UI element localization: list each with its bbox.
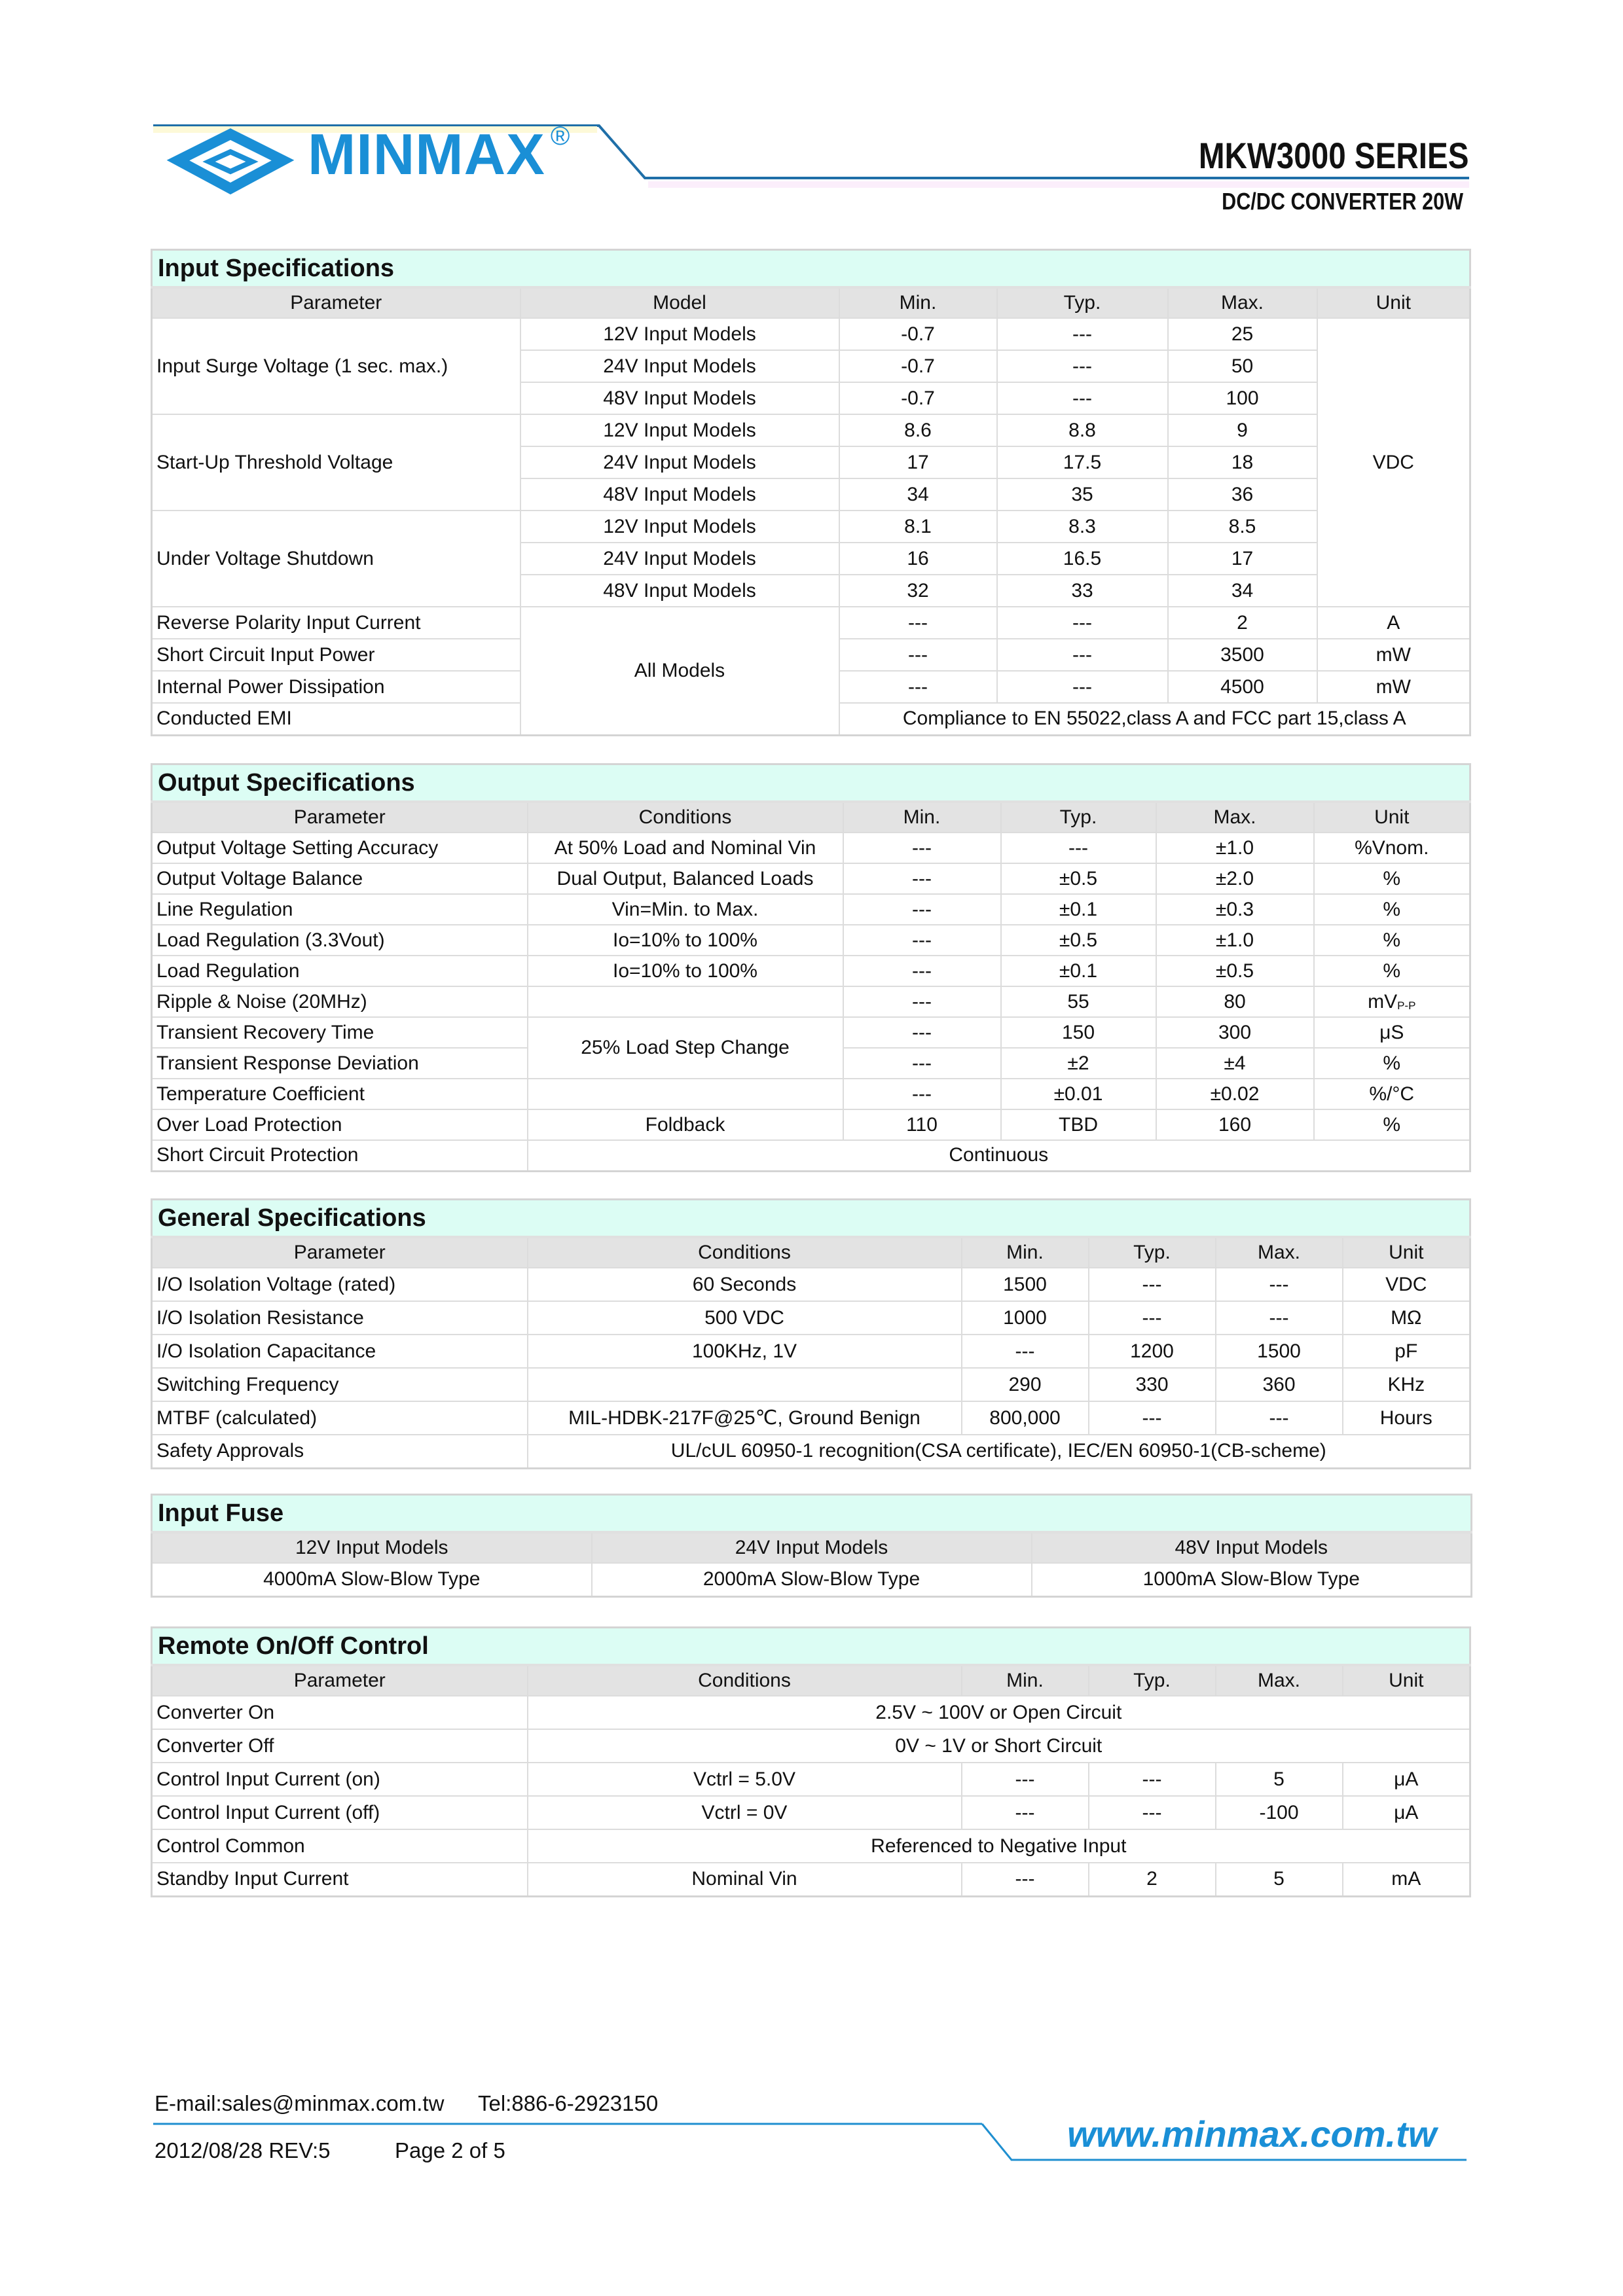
table-cell: 100: [1168, 382, 1317, 414]
table-cell: ---: [843, 1017, 1001, 1048]
table-cell: 17: [839, 446, 997, 478]
column-header: Parameter: [152, 1237, 528, 1268]
table-cell: Short Circuit Input Power: [152, 639, 520, 671]
table-row: [152, 1368, 1470, 1401]
table-cell: Foldback: [528, 1109, 843, 1140]
column-header: 12V Input Models: [152, 1532, 592, 1563]
table-cell: ---: [962, 1335, 1089, 1368]
table-cell: ±0.02: [1156, 1079, 1314, 1109]
column-header-row: [152, 1665, 1470, 1696]
table-cell: 150: [1001, 1017, 1156, 1048]
column-header: Max.: [1156, 802, 1314, 833]
table-cell: Standby Input Current: [152, 1863, 528, 1896]
column-header: Typ.: [1001, 802, 1156, 833]
table-cell: %Vnom.: [1314, 833, 1470, 863]
table-cell: %: [1314, 925, 1470, 956]
table-cell: Output Voltage Balance: [152, 863, 528, 894]
table-cell: 110: [843, 1109, 1001, 1140]
table-cell: 32: [839, 575, 997, 607]
table-cell: Internal Power Dissipation: [152, 671, 520, 703]
column-header: Max.: [1216, 1665, 1343, 1696]
table-cell: Transient Response Deviation: [152, 1048, 528, 1079]
input-specifications-table: [151, 249, 1471, 736]
column-header: Typ.: [1089, 1665, 1216, 1696]
table-cell: 48V Input Models: [520, 478, 839, 511]
table-row: [152, 956, 1470, 986]
table-cell: All Models: [520, 607, 839, 735]
table-cell: I/O Isolation Resistance: [152, 1301, 528, 1335]
table-cell: ±0.1: [1001, 894, 1156, 925]
table-cell: 34: [1168, 575, 1317, 607]
table-cell: 1000mA Slow-Blow Type: [1032, 1563, 1472, 1596]
table-cell: ±0.3: [1156, 894, 1314, 925]
column-header-row: [152, 802, 1470, 833]
table-row: [152, 833, 1470, 863]
table-cell: mW: [1317, 671, 1470, 703]
table-row: [152, 1140, 1470, 1171]
table-cell: ---: [1216, 1301, 1343, 1335]
table-cell: ---: [843, 863, 1001, 894]
table-cell: I/O Isolation Capacitance: [152, 1335, 528, 1368]
table-cell: Control Input Current (on): [152, 1763, 528, 1796]
table-cell: ±0.5: [1156, 956, 1314, 986]
table-cell: ---: [1216, 1401, 1343, 1435]
table-cell: ---: [1089, 1401, 1216, 1435]
column-header: 24V Input Models: [592, 1532, 1032, 1563]
table-row: [152, 1301, 1470, 1335]
column-header-row: [152, 287, 1470, 318]
table-cell: μA: [1343, 1763, 1470, 1796]
table-cell: ±0.1: [1001, 956, 1156, 986]
table-cell: [528, 986, 843, 1017]
table-row: [152, 1763, 1470, 1796]
table-cell: Temperature Coefficient: [152, 1079, 528, 1109]
table-cell: Control Input Current (off): [152, 1796, 528, 1829]
table-cell: Nominal Vin: [528, 1863, 962, 1896]
table-cell: 8.1: [839, 511, 997, 543]
table-cell: 34: [839, 478, 997, 511]
table-cell: [528, 1079, 843, 1109]
table-cell: 0V ~ 1V or Short Circuit: [528, 1729, 1470, 1763]
table-cell: 3500: [1168, 639, 1317, 671]
table-cell: ---: [843, 986, 1001, 1017]
column-header-row: [152, 1532, 1472, 1563]
general-specifications-section: [151, 1198, 1470, 1469]
table-cell: 9: [1168, 414, 1317, 446]
table-row: [152, 1079, 1470, 1109]
table-cell: At 50% Load and Nominal Vin: [528, 833, 843, 863]
column-header-row: [152, 1237, 1470, 1268]
table-cell: ---: [839, 607, 997, 639]
table-cell: 17: [1168, 543, 1317, 575]
table-cell: ---: [997, 318, 1168, 350]
table-cell: ---: [997, 382, 1168, 414]
table-cell: Vctrl = 5.0V: [528, 1763, 962, 1796]
table-cell: ---: [997, 607, 1168, 639]
table-cell: 500 VDC: [528, 1301, 962, 1335]
table-row: [152, 1696, 1470, 1729]
table-cell: Control Common: [152, 1829, 528, 1863]
section-title: Input Fuse: [152, 1495, 1472, 1533]
table-cell: %: [1314, 1048, 1470, 1079]
table-cell: μA: [1343, 1796, 1470, 1829]
table-cell: ±0.01: [1001, 1079, 1156, 1109]
table-cell: Under Voltage Shutdown: [152, 511, 520, 607]
column-header: Typ.: [997, 287, 1168, 318]
table-cell: ---: [962, 1863, 1089, 1896]
table-cell: 800,000: [962, 1401, 1089, 1435]
table-cell: ---: [962, 1796, 1089, 1829]
table-cell: %: [1314, 1109, 1470, 1140]
table-cell: ±4: [1156, 1048, 1314, 1079]
table-row: [152, 414, 1470, 446]
table-cell: MIL-HDBK-217F@25℃, Ground Benign: [528, 1401, 962, 1435]
footer-email: E-mail:sales@minmax.com.tw: [155, 2091, 445, 2115]
table-cell: ---: [1216, 1268, 1343, 1301]
table-cell: 300: [1156, 1017, 1314, 1048]
table-cell: ---: [997, 639, 1168, 671]
table-cell: VDC: [1317, 318, 1470, 607]
table-cell: Safety Approvals: [152, 1435, 528, 1468]
section-title: Remote On/Off Control: [152, 1628, 1470, 1666]
table-cell: -100: [1216, 1796, 1343, 1829]
product-subtitle: DC/DC CONVERTER 20W: [1222, 188, 1463, 215]
table-cell: 5: [1216, 1863, 1343, 1896]
table-cell: UL/cUL 60950-1 recognition(CSA certificate), IEC/EN 60950-1(CB-scheme): [528, 1435, 1470, 1468]
table-cell: [528, 1368, 962, 1401]
table-row: [152, 511, 1470, 543]
input-fuse-section: [151, 1494, 1470, 1598]
table-cell: ---: [839, 671, 997, 703]
table-cell: 60 Seconds: [528, 1268, 962, 1301]
table-row: [152, 1729, 1470, 1763]
unit-subscript: P-P: [1397, 999, 1416, 1012]
table-cell: -0.7: [839, 382, 997, 414]
footer-date-rev: 2012/08/28 REV:5: [155, 2138, 331, 2162]
table-cell: 17.5: [997, 446, 1168, 478]
table-cell: 8.3: [997, 511, 1168, 543]
table-cell: 18: [1168, 446, 1317, 478]
column-header: Model: [520, 287, 839, 318]
brand-logo-text: MINMAX: [308, 122, 545, 187]
column-header: Typ.: [1089, 1237, 1216, 1268]
table-row: [152, 607, 1470, 639]
table-cell: Continuous: [528, 1140, 1470, 1171]
table-cell: Io=10% to 100%: [528, 925, 843, 956]
table-row: [152, 1435, 1470, 1468]
table-row: [152, 1268, 1470, 1301]
series-title: MKW3000 SERIES: [1198, 135, 1468, 176]
table-cell: TBD: [1001, 1109, 1156, 1140]
column-header: Parameter: [152, 802, 528, 833]
table-cell: ---: [1089, 1268, 1216, 1301]
general-specifications-table: [151, 1198, 1471, 1469]
table-cell: ---: [997, 350, 1168, 382]
table-cell: 12V Input Models: [520, 414, 839, 446]
table-cell: Converter Off: [152, 1729, 528, 1763]
table-cell: 35: [997, 478, 1168, 511]
table-cell: 24V Input Models: [520, 350, 839, 382]
table-row: [152, 1563, 1472, 1596]
table-cell: MTBF (calculated): [152, 1401, 528, 1435]
table-cell: 160: [1156, 1109, 1314, 1140]
table-cell: ±0.5: [1001, 925, 1156, 956]
table-cell: Input Surge Voltage (1 sec. max.): [152, 318, 520, 414]
table-cell: 48V Input Models: [520, 382, 839, 414]
section-title: General Specifications: [152, 1200, 1470, 1238]
table-cell: 8.6: [839, 414, 997, 446]
table-cell: Output Voltage Setting Accuracy: [152, 833, 528, 863]
table-cell: μS: [1314, 1017, 1470, 1048]
table-row: [152, 1863, 1470, 1896]
remote-on-off-control-section: [151, 1626, 1470, 1897]
table-cell: ---: [843, 925, 1001, 956]
table-cell: 4000mA Slow-Blow Type: [152, 1563, 592, 1596]
output-specifications-table: [151, 763, 1471, 1172]
table-cell: 2.5V ~ 100V or Open Circuit: [528, 1696, 1470, 1729]
column-header: Min.: [843, 802, 1001, 833]
table-cell: Load Regulation: [152, 956, 528, 986]
table-cell: 1200: [1089, 1335, 1216, 1368]
column-header: Max.: [1168, 287, 1317, 318]
table-row: [152, 1796, 1470, 1829]
brand-logo: [308, 123, 570, 187]
table-cell: 5: [1216, 1763, 1343, 1796]
column-header: Parameter: [152, 1665, 528, 1696]
column-header: Unit: [1343, 1665, 1470, 1696]
table-cell: mW: [1317, 639, 1470, 671]
table-cell: 8.5: [1168, 511, 1317, 543]
table-cell: Vin=Min. to Max.: [528, 894, 843, 925]
table-cell: 55: [1001, 986, 1156, 1017]
table-cell: KHz: [1343, 1368, 1470, 1401]
output-specifications-section: [151, 763, 1470, 1172]
table-cell: Converter On: [152, 1696, 528, 1729]
table-cell: 12V Input Models: [520, 318, 839, 350]
table-cell: Dual Output, Balanced Loads: [528, 863, 843, 894]
column-header: Unit: [1317, 287, 1470, 318]
table-cell: pF: [1343, 1335, 1470, 1368]
table-cell: 36: [1168, 478, 1317, 511]
table-cell: 8.8: [997, 414, 1168, 446]
table-cell: 50: [1168, 350, 1317, 382]
table-cell: Conducted EMI: [152, 703, 520, 735]
table-cell: ±2: [1001, 1048, 1156, 1079]
table-cell: 2000mA Slow-Blow Type: [592, 1563, 1032, 1596]
table-cell: 16: [839, 543, 997, 575]
table-cell: -0.7: [839, 318, 997, 350]
table-row: [152, 1335, 1470, 1368]
table-cell: 12V Input Models: [520, 511, 839, 543]
table-cell: 16.5: [997, 543, 1168, 575]
table-row: [152, 863, 1470, 894]
table-row: [152, 1017, 1470, 1048]
table-cell: -0.7: [839, 350, 997, 382]
table-cell: 1500: [1216, 1335, 1343, 1368]
table-cell: ±0.5: [1001, 863, 1156, 894]
minmax-logo-diamond-icon: [178, 134, 283, 188]
table-cell: VDC: [1343, 1268, 1470, 1301]
column-header: 48V Input Models: [1032, 1532, 1472, 1563]
table-row: [152, 318, 1470, 350]
table-cell: Start-Up Threshold Voltage: [152, 414, 520, 511]
table-row: [152, 1829, 1470, 1863]
table-cell: Io=10% to 100%: [528, 956, 843, 986]
column-header: Unit: [1314, 802, 1470, 833]
table-cell: 2: [1168, 607, 1317, 639]
column-header: Min.: [962, 1237, 1089, 1268]
input-specifications-section: [151, 249, 1470, 736]
table-cell: Short Circuit Protection: [152, 1140, 528, 1171]
table-cell: Line Regulation: [152, 894, 528, 925]
table-cell: 4500: [1168, 671, 1317, 703]
table-cell: [1314, 986, 1470, 1017]
table-cell: Transient Recovery Time: [152, 1017, 528, 1048]
table-cell: 25% Load Step Change: [528, 1017, 843, 1079]
table-cell: ±1.0: [1156, 925, 1314, 956]
table-cell: 1500: [962, 1268, 1089, 1301]
table-cell: 80: [1156, 986, 1314, 1017]
table-cell: ±2.0: [1156, 863, 1314, 894]
remote-on-off-control-table: [151, 1626, 1471, 1897]
section-title: Input Specifications: [152, 250, 1470, 288]
table-row: [152, 1401, 1470, 1435]
table-cell: I/O Isolation Voltage (rated): [152, 1268, 528, 1301]
table-cell: ---: [843, 1048, 1001, 1079]
table-row: [152, 986, 1470, 1017]
column-header: Max.: [1216, 1237, 1343, 1268]
table-cell: A: [1317, 607, 1470, 639]
table-cell: ---: [1089, 1796, 1216, 1829]
footer-website-link[interactable]: www.minmax.com.tw: [1067, 2113, 1437, 2155]
column-header: Conditions: [528, 1237, 962, 1268]
column-header: Unit: [1343, 1237, 1470, 1268]
unit-text: mV: [1368, 990, 1398, 1013]
input-fuse-table: [151, 1494, 1472, 1598]
table-cell: %: [1314, 863, 1470, 894]
table-cell: ---: [843, 1079, 1001, 1109]
column-header: Conditions: [528, 1665, 962, 1696]
table-row: [152, 894, 1470, 925]
table-cell: ---: [997, 671, 1168, 703]
column-header: Min.: [839, 287, 997, 318]
table-cell: 24V Input Models: [520, 446, 839, 478]
table-cell: Hours: [1343, 1401, 1470, 1435]
table-cell: 24V Input Models: [520, 543, 839, 575]
table-row: [152, 925, 1470, 956]
table-cell: 330: [1089, 1368, 1216, 1401]
section-title: Output Specifications: [152, 764, 1470, 802]
table-cell: 25: [1168, 318, 1317, 350]
table-cell: 48V Input Models: [520, 575, 839, 607]
table-cell: Over Load Protection: [152, 1109, 528, 1140]
table-cell: Ripple & Noise (20MHz): [152, 986, 528, 1017]
table-cell: Vctrl = 0V: [528, 1796, 962, 1829]
table-cell: 1000: [962, 1301, 1089, 1335]
table-cell: %/°C: [1314, 1079, 1470, 1109]
table-cell: ---: [962, 1763, 1089, 1796]
table-cell: 2: [1089, 1863, 1216, 1896]
table-cell: Referenced to Negative Input: [528, 1829, 1470, 1863]
table-cell: ---: [843, 956, 1001, 986]
footer-tel: Tel:886-6-2923150: [478, 2091, 659, 2115]
column-header: Parameter: [152, 287, 520, 318]
table-cell: ---: [1089, 1763, 1216, 1796]
table-cell: ---: [1089, 1301, 1216, 1335]
table-cell: 290: [962, 1368, 1089, 1401]
table-cell: ---: [1001, 833, 1156, 863]
table-cell: Reverse Polarity Input Current: [152, 607, 520, 639]
table-cell: %: [1314, 956, 1470, 986]
table-row: [152, 1109, 1470, 1140]
table-cell: Compliance to EN 55022,class A and FCC part 15,class A: [839, 703, 1470, 735]
table-cell: %: [1314, 894, 1470, 925]
table-cell: 100KHz, 1V: [528, 1335, 962, 1368]
table-cell: ---: [839, 639, 997, 671]
table-cell: 33: [997, 575, 1168, 607]
table-cell: 360: [1216, 1368, 1343, 1401]
table-cell: ---: [843, 894, 1001, 925]
table-cell: ±1.0: [1156, 833, 1314, 863]
table-cell: Switching Frequency: [152, 1368, 528, 1401]
table-cell: Load Regulation (3.3Vout): [152, 925, 528, 956]
column-header: Min.: [962, 1665, 1089, 1696]
footer-page-number: Page 2 of 5: [395, 2138, 505, 2162]
table-cell: MΩ: [1343, 1301, 1470, 1335]
table-cell: mA: [1343, 1863, 1470, 1896]
registered-mark: ®: [550, 122, 570, 151]
table-cell: ---: [843, 833, 1001, 863]
column-header: Conditions: [528, 802, 843, 833]
